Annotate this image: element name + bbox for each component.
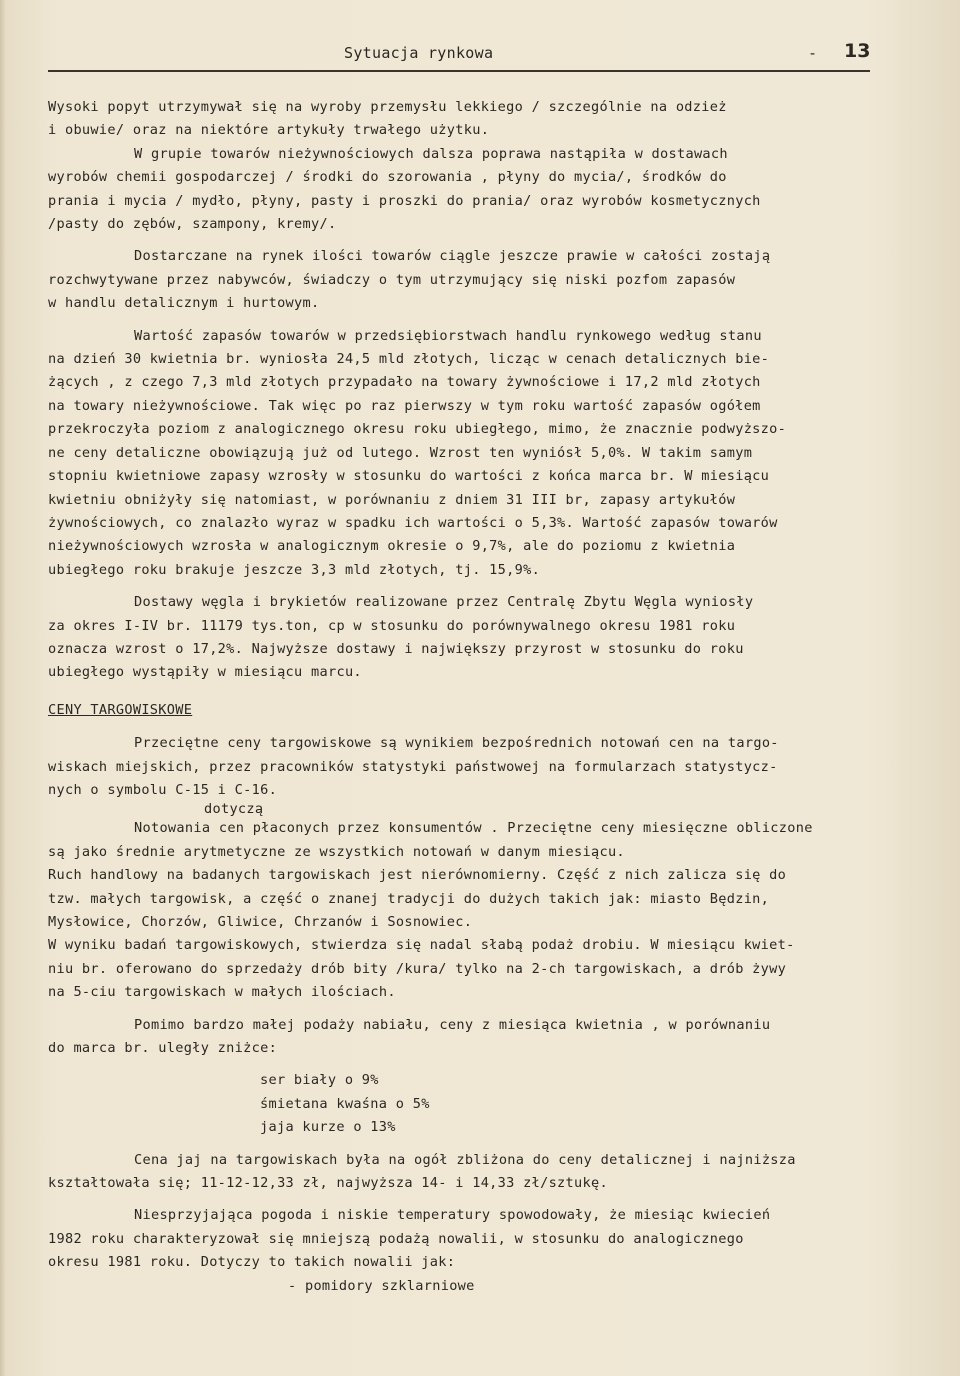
text-line: W wyniku badań targowiskowych, stwierdza się nadal słabą podaż drobiu. W miesiącu kwiet- (48, 937, 795, 954)
text-line: kształtowała się; 11-12-12,33 zł, najwyższa 14- i 14,33 zł/sztukę. (48, 1175, 608, 1192)
text-line: na dzień 30 kwietnia br. wyniosła 24,5 mld złotych, licząc w cenach detalicznych bie- (48, 351, 770, 368)
text-line: 1982 roku charakteryzował się mniejszą podażą nowalii, w stosunku do analogicznego (48, 1230, 744, 1247)
text-line: na towary nieżywnościowe. Tak więc po raz pierwszy w tym roku wartość zapasów ogółem (48, 397, 761, 414)
text-line: kwietniu obniżyły się natomiast, w porównaniu z dniem 31 III br, zapasy artykułów (48, 491, 736, 508)
text-line: Notowania cen płaconych przez konsumentów . Przeciętne ceny miesięczne obliczone (134, 820, 813, 837)
text-line: żywnościowych, co znalazło wyraz w spadku ich wartości o 5,3%. Wartość zapasów towarów (48, 514, 778, 531)
text-line: W grupie towarów nieżywnościowych dalsza poprawa nastąpiła w dostawach (134, 145, 728, 162)
text-line: nych o symbolu C-15 i C-16. (48, 781, 278, 798)
section-title: CENY TARGOWISKOWE (48, 701, 193, 718)
text-line: nieżywnościowych wzrosła w analogicznym okresie o 9,7%, ale do poziomu z kwietnia (48, 538, 736, 555)
header-rule (48, 70, 870, 72)
list-item: jaja kurze o 13% (260, 1119, 396, 1136)
text-line: są jako średnie arytmetyczne ze wszystkich notowań w danym miesiącu. (48, 843, 625, 860)
text-line: wyrobów chemii gospodarczej / środki do szorowania , płyny do mycia/, środków do (48, 169, 727, 186)
text-line: Przeciętne ceny targowiskowe są wynikiem bezpośrednich notowań cen na targo- (134, 735, 779, 752)
page-header (48, 38, 871, 68)
text-line: rozchwytywane przez nabywców, świadczy o tym utrzymujący się niski pozfom zapasów (48, 271, 736, 288)
header-dash: - (808, 44, 818, 62)
text-line: oznacza wzrost o 17,2%. Najwyższe dostawy i największy przyrost w stosunku do roku (48, 640, 744, 657)
text-line: niu br. oferowano do sprzedaży drób bity /kura/ tylko na 2-ch targowiskach, a drób żywy (48, 960, 787, 977)
text-line: żących , z czego 7,3 mld złotych przypadało na towary żywnościowe i 17,2 mld złotych (48, 374, 761, 391)
document-body (48, 96, 908, 1298)
text-line: Dostawy węgla i brykietów realizowane przez Centralę Zbytu Węgla wyniosły (134, 594, 754, 611)
text-line: Cena jaj na targowiskach była na ogół zbliżona do ceny detalicznej i najniższa (134, 1151, 796, 1168)
text-line: Wysoki popyt utrzymywał się na wyroby przemysłu lekkiego / szczególnie na odzież (48, 99, 727, 115)
text-line: prania i mycia / mydło, płyny, pasty i proszki do prania/ oraz wyrobów kosmetycznych (48, 192, 761, 209)
text-line: Niesprzyjająca pogoda i niskie temperatury spowodowały, że miesiąc kwiecień (134, 1207, 771, 1224)
text-line: stopniu kwietniowe zapasy wzrosły w stosunku do wartości z końca marca br. W miesiącu (48, 468, 770, 485)
text-line: wiskach miejskich, przez pracowników statystyki państwowej na formularzach statystycz- (48, 758, 778, 775)
text-line: Wartość zapasów towarów w przedsiębiorstwach handlu rynkowego według stanu (134, 327, 762, 344)
text-line: za okres I-IV br. 11179 tys.ton, cp w stosunku do porównywalnego okresu 1981 roku (48, 617, 736, 634)
text-line: tzw. małych targowisk, a część o znanej tradycji do dużych takich jak: miasto Będzin, (48, 890, 770, 907)
text-line: Dostarczane na rynek ilości towarów ciągle jeszcze prawie w całości zostają (134, 248, 771, 265)
text-line: do marca br. uległy zniżce: (48, 1040, 278, 1057)
header-title: Sytuacja rynkowa (344, 44, 494, 62)
list-item: - pomidory szklarniowe (288, 1277, 475, 1294)
text-line: na 5-ciu targowiskach w małych ilościach. (48, 984, 396, 1001)
list-item: ser biały o 9% (260, 1072, 379, 1089)
text-line: /pasty do zębów, szampony, kremy/. (48, 216, 337, 233)
text-line: ubiegłego roku brakuje jeszcze 3,3 mld złotych, tj. 15,9%. (48, 561, 541, 578)
text-line: w handlu detalicznym i hurtowym. (48, 295, 320, 312)
text-line: przekroczyła poziom z analogicznego okresu roku ubiegłego, mimo, że znacznie podwyższo- (48, 421, 787, 438)
page-number: 13 (844, 40, 871, 62)
text-line: ubiegłego wystąpiły w miesiącu marcu. (48, 664, 362, 681)
text-line: ne ceny detaliczne obowiązują już od lutego. Wzrost ten wyniósł 5,0%. W takim samym (48, 444, 753, 461)
list-item: śmietana kwaśna o 5% (260, 1095, 430, 1112)
text-line: Pomimo bardzo małej podaży nabiału, ceny z miesiąca kwietnia , w porównaniu (134, 1016, 771, 1033)
scan-shadow (0, 0, 6, 1376)
text-line: okresu 1981 roku. Dotyczy to takich nowalii jak: (48, 1254, 456, 1271)
handwritten-insertion: dotyczą (204, 801, 264, 818)
text-line: Ruch handlowy na badanych targowiskach jest nierównomierny. Część z nich zalicza się do (48, 867, 787, 884)
text-line: Mysłowice, Chorzów, Gliwice, Chrzanów i Sosnowiec. (48, 914, 473, 930)
text-line: i obuwie/ oraz na niektóre artykuły trwałego użytku. (48, 122, 490, 139)
